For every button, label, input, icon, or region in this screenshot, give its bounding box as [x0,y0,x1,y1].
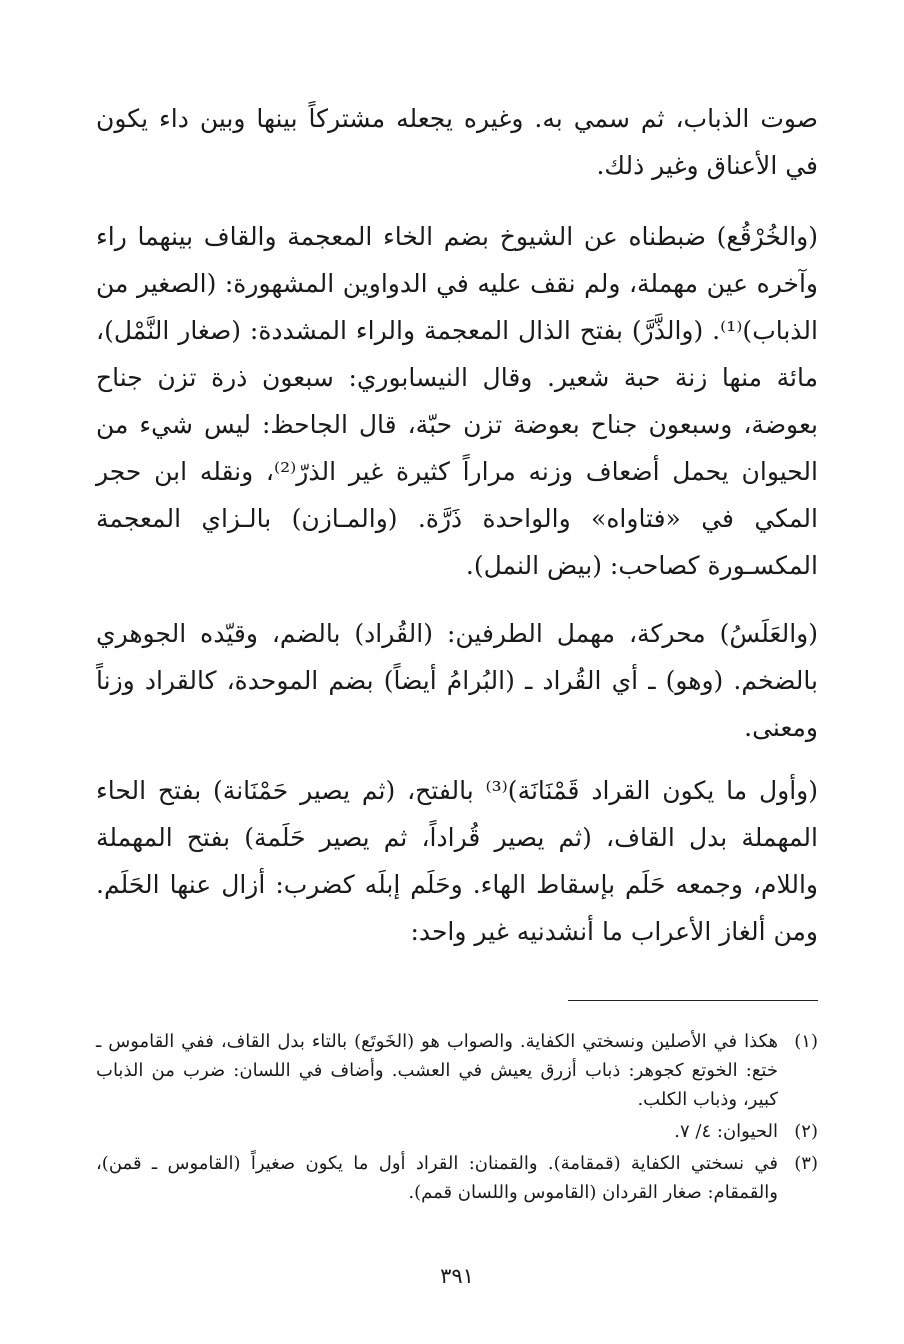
footnote-separator [568,1000,818,1001]
paragraph-3: (والعَلَسُ) محركة، مهمل الطرفين: (القُراد) بالضم، وقيّده الجوهري بالضخم. (وهو) ـ أي القُراد ـ (البُرامُ أيضاً) بضم الموحدة، كالقراد وزناً ومعنى. [96,619,818,742]
footnote-text: هكذا في الأصلين ونسختي الكفاية. والصواب هو (الخَوتَع) بالتاء بدل القاف، ففي القاموس ـ ختع: الخوتع كجوهر: ذباب أزرق يعيش في العشب. وأضاف في اللسان: ضرب من الذباب كبير، وذباب الكلب. [96,1031,779,1110]
paragraph-1: صوت الذباب، ثم سمي به. وغيره يجعله مشتركاً بينها وبين داء يكون في الأعناق وغير ذلك. [96,104,818,180]
paragraph-2: (والخُرْقُع) ضبطناه عن الشيوخ بضم الخاء المعجمة والقاف بينهما راء وآخره عين مهملة، ولم نقف عليه في الدواوين المشهورة: (الصغير من الذباب)⁽¹⁾. (والذَّرَّ) بفتح الذال المعجمة والراء المشددة: (صغار النَّمْل)، مائة منها زنة حبة شعير. وقال النيسابوري: سبعون ذرة تزن جناح بعوضة، وسبعون جناح بعوضة تزن حبّة، قال الجاحظ: ليس شيء من الحيوان يحمل أضعاف وزنه مراراً كثيرة غير الذرّ⁽²⁾، ونقله ابن حجر المكي في «فتاواه» والواحدة ذَرَّة. (والمـازن) بالـزاي المعجمة المكسـورة كصاحب: (بيض النمل). [96,222,818,580]
footnote-1 [96,1027,818,1114]
footnote-number: (١) [794,1031,818,1052]
footnote-2 [96,1117,818,1146]
book-page [96,0,818,1344]
paragraph-4: (وأول ما يكون القراد قَمْنَانَة)⁽³⁾ بالفتح، (ثم يصير حَمْنَانة) بفتح الحاء المهملة بدل القاف، (ثم يصير قُراداً، ثم يصير حَلَمة) بفتح المهملة واللام، وجمعه حَلَم بإسقاط الهاء. وحَلَم إبلَه كضرب: أزال عنها الحَلَم. ومن ألغاز الأعراب ما أنشدنيه غير واحد: [96,776,818,946]
footnote-text: في نسختي الكفاية (قمقامة). والقمنان: القراد أول ما يكون صغيراً (القاموس ـ قمن)، والقمقام: صغار القردان (القاموس واللسان قمم). [96,1153,778,1203]
footnote-text: الحيوان: ٤/ ٧. [674,1121,778,1142]
footnote-3 [96,1149,818,1207]
page-number: ٣٩١ [440,1264,474,1288]
footnote-number: (٢) [794,1121,818,1142]
footnotes [96,1027,818,1210]
footnote-number: (٣) [794,1153,818,1174]
